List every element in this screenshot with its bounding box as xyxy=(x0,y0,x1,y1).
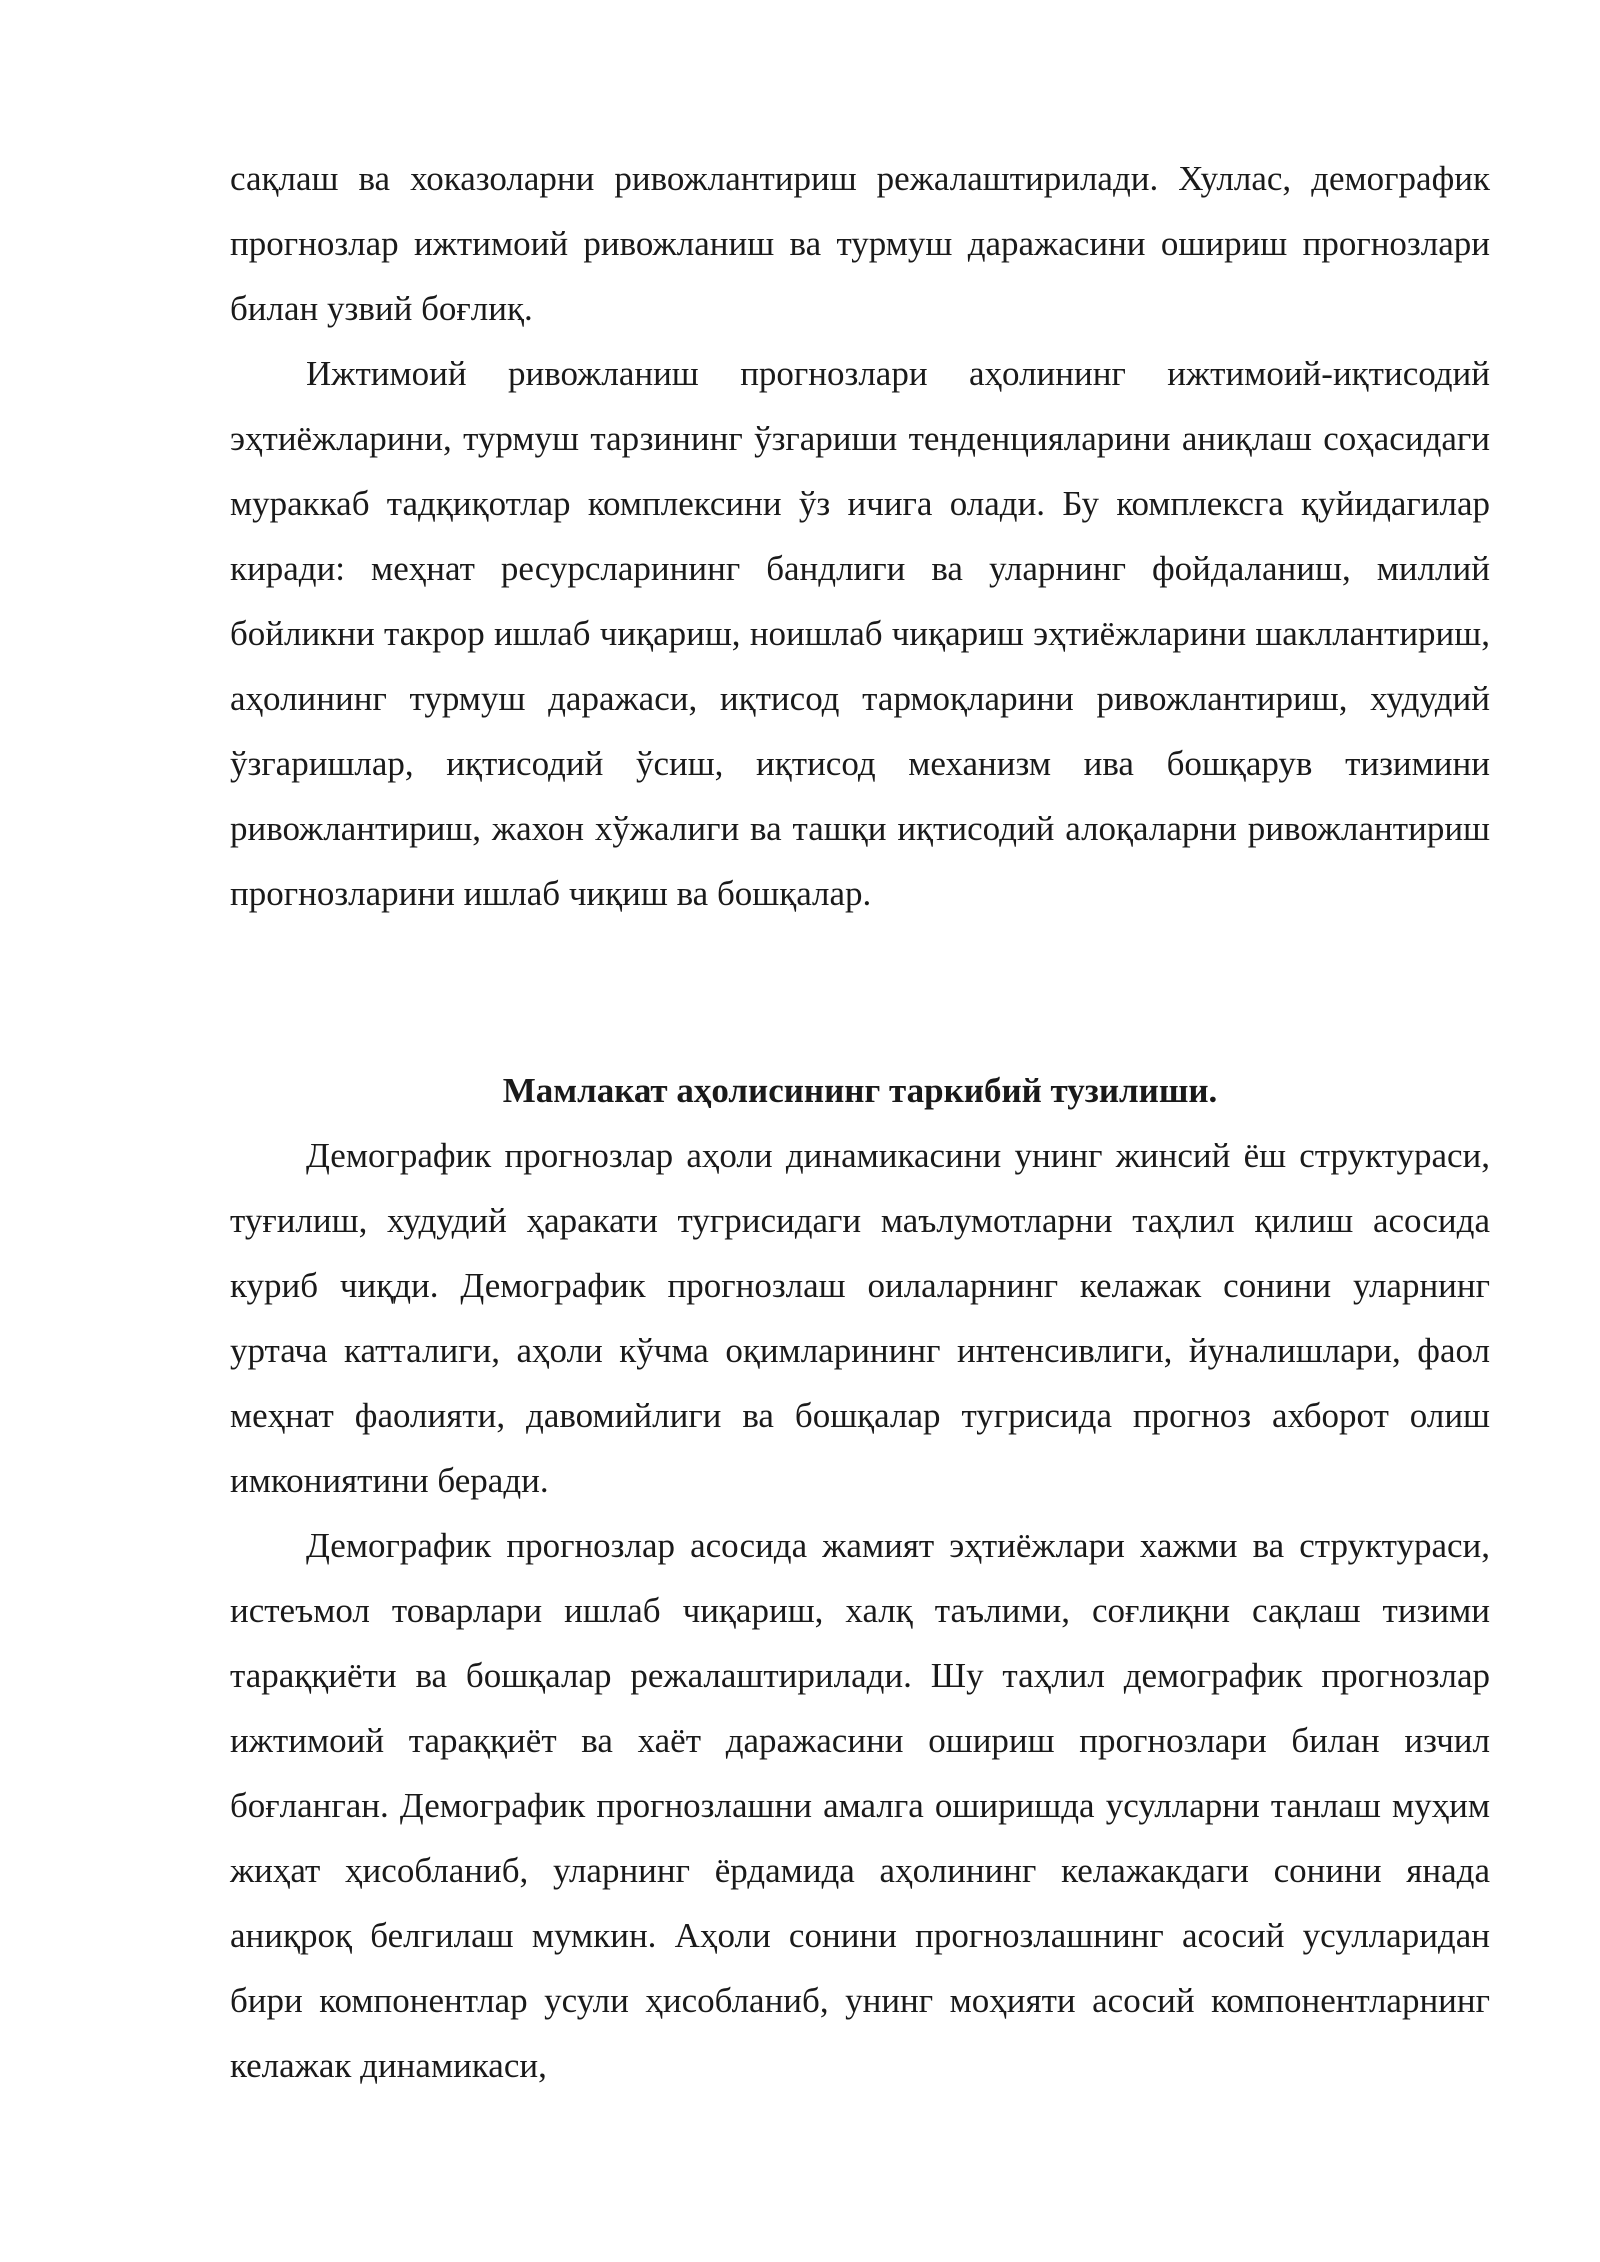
text-block-social-forecasts xyxy=(230,341,1490,926)
paragraph-demographic-forecasts-2: Демографик прогнозлар асосида жамият эҳтиёжлари хажми ва структураси, истеъмол товарлари ишлаб чиқариш, халқ таълими, соғлиқни сақлаш тизими тараққиёти ва бошқалар режалаштирилади. Шу таҳлил демографик прогнозлар ижтимоий тараққиёт ва хаёт даражасини ошириш прогнозлари билан изчил боғланган. Демографик прогнозлашни амалга оширишда усулларни танлаш муҳим жиҳат ҳисобланиб, уларнинг ёрдамида аҳолининг келажакдаги сонини янада аниқроқ белгилаш мумкин. Аҳоли сонини прогнозлашнинг асосий усулларидан бири компонентлар усули ҳисобланиб, унинг моҳияти асосий компонентларнинг келажак динамикаси, xyxy=(230,1526,1490,2085)
text-block-demographic-1 xyxy=(230,1123,1490,1513)
paragraph-demographic-forecasts-1: Демографик прогнозлар аҳоли динамикасини унинг жинсий ёш структураси, туғилиш, худудий ҳаракати тугрисидаги маълумотларни таҳлил қилиш асосида куриб чиқди. Демографик прогнозлаш оилаларнинг келажак сонини уларнинг уртача катталиги, аҳоли кўчма оқимларининг интенсивлиги, йуналишлари, фаол меҳнат фаолияти, давомийлиги ва бошқалар тугрисида прогноз ахборот олиш имкониятини беради. xyxy=(230,1136,1490,1500)
section-heading: Мамлакат аҳолисининг таркибий тузилиши. xyxy=(502,1071,1218,1110)
text-block-continuation xyxy=(230,146,1490,341)
paragraph-social-forecasts: Ижтимоий ривожланиш прогнозлари аҳолининг ижтимоий-иқтисодий эҳтиёжларини, турмуш тарзининг ўзгариши тенденцияларини аниқлаш соҳасидаги мураккаб тадқиқотлар комплексини ўз ичига олади. Бу комплексга қуйидагилар киради: меҳнат ресурсларининг бандлиги ва уларнинг фойдаланиш, миллий бойликни такрор ишлаб чиқариш, ноишлаб чиқариш эҳтиёжларини шакллантириш, аҳолининг турмуш даражаси, иқтисод тармоқларини ривожлантириш, худудий ўзгаришлар, иқтисодий ўсиш, иқтисод механизм ива бошқарув тизимини ривожлантириш, жахон хўжалиги ва ташқи иқтисодий алоқаларни ривожлантириш прогнозларини ишлаб чиқиш ва бошқалар. xyxy=(230,354,1490,913)
text-block-demographic-2 xyxy=(230,1513,1490,2098)
paragraph-continuation: сақлаш ва хоказоларни ривожлантириш режалаштирилади. Хуллас, демографик прогнозлар ижтимоий ривожланиш ва турмуш даражасини ошириш прогнозлари билан узвий боғлиқ. xyxy=(230,159,1490,328)
